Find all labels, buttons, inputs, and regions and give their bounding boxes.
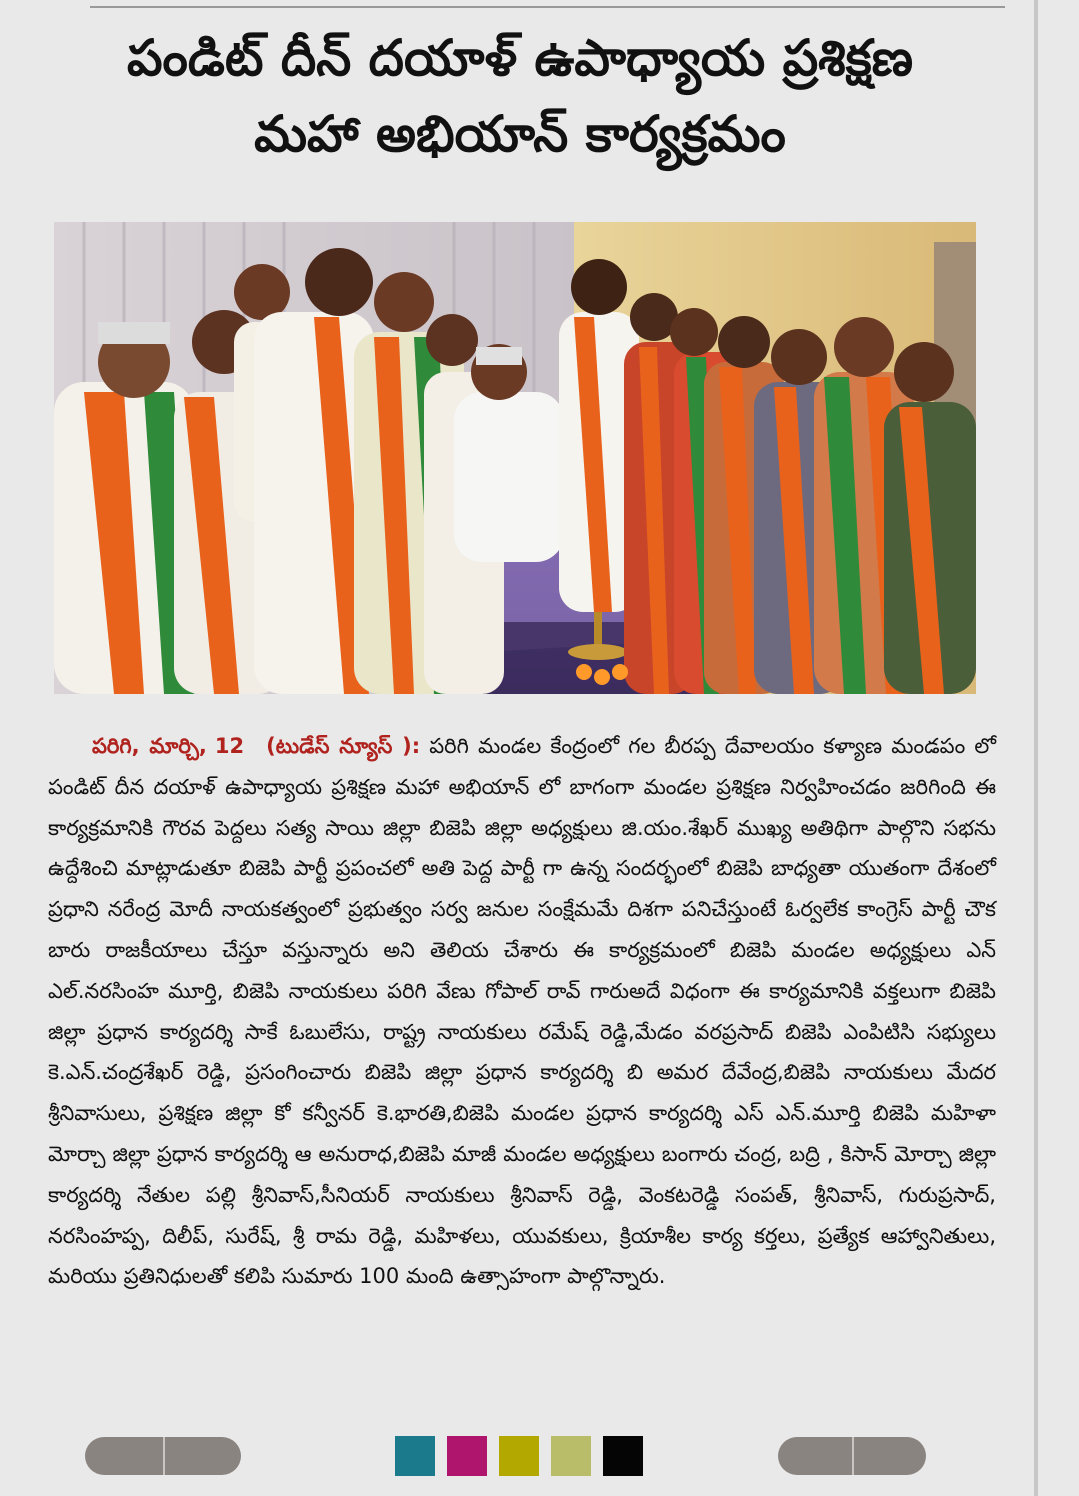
swatch-black bbox=[603, 1436, 643, 1476]
dateline-place: పరిగి, మార్చి, bbox=[92, 734, 207, 758]
registration-pill-left bbox=[85, 1437, 241, 1475]
article-body bbox=[48, 726, 996, 1297]
dateline-day: 12 bbox=[214, 734, 245, 758]
headline-line-1: పండిట్ దీన్ దయాళ్ ఉపాధ్యాయ ప్రశిక్షణ bbox=[126, 29, 914, 87]
top-rule bbox=[90, 6, 1005, 8]
registration-pill-right bbox=[778, 1437, 926, 1475]
swatch-olive bbox=[551, 1436, 591, 1476]
headline-line-2: మహా అభియాన్ కార్యక్రమం bbox=[254, 105, 786, 163]
swatch-cyan bbox=[395, 1436, 435, 1476]
dateline bbox=[48, 734, 420, 758]
color-registration-swatches bbox=[395, 1436, 643, 1476]
headline bbox=[20, 20, 1020, 172]
group-photo-icon bbox=[54, 222, 976, 694]
dateline-source: (టుడేస్ న్యూస్ ): bbox=[266, 734, 421, 758]
event-photo bbox=[54, 222, 976, 694]
swatch-magenta bbox=[447, 1436, 487, 1476]
swatch-yellow bbox=[499, 1436, 539, 1476]
article-text: పరిగి మండల కేంద్రంలో గల బీరప్ప దేవాలయం కళ్యాణ మండపం లో పండిట్ దీన దయాళ్ ఉపాధ్యాయ ప్రశిక్షణ మహా అభియాన్ లో బాగంగా మండల ప్రశిక్షణ నిర్వహించడం జరిగింది ఈ కార్యక్రమానికి గౌరవ పెద్దలు సత్య సాయి జిల్లా బిజెపి జిల్లా అధ్యక్షులు జి.యం.శేఖర్ ముఖ్య అతిథిగా పాల్గొని సభను ఉద్దేశించి మాట్లాడుతూ బిజెపి పార్టీ ప్రపంచలో అతి పెద్ద పార్టీ గా ఉన్న సందర్భంలో బిజెపి బాధ్యతా యుతంగా దేశంలో ప్రధాని నరేంద్ర మోదీ నాయకత్వంలో ప్రభుత్వం సర్వ జనుల సంక్షేమమే దిశగా పనిచేస్తుంటే ఓర్వలేక కాంగ్రెస్ పార్టీ చౌక బారు రాజకీయాలు చేస్తూ వస్తున్నారు అని తెలియ చేశారు ఈ కార్యక్రమంలో బిజెపి మండల అధ్యక్షులు ఎన్ ఎల్.నరసింహ మూర్తి, బిజెపి నాయకులు పరిగి వేణు గోపాల్ రావ్ గారుఅదే విధంగా ఈ కార్యమానికి వక్తలుగా బిజెపి జిల్లా ప్రధాన కార్యదర్శి సాకే ఓబులేసు, రాష్ట్ర నాయకులు రమేష్ రెడ్డి,మేడం వరప్రసాద్ బిజెపి ఎంపిటిసి సభ్యులు కె.ఎన్.చంద్రశేఖర్ రెడ్డి, ప్రసంగించారు బిజెపి జిల్లా ప్రధాన కార్యదర్శి బి అమర దేవేంద్ర,బిజెపి నాయకులు మేదర శ్రీనివాసులు, ప్రశిక్షణ జిల్లా కో కన్వీనర్ కె.భారతి,బిజెపి మండల ప్రధాన కార్యదర్శి ఎస్ ఎన్.మూర్తి బిజెపి మహిళా మోర్చా జిల్లా ప్రధాన కార్యదర్శి ఆ అనురాధ,బిజెపి మాజీ మండల అధ్యక్షులు బంగారు చంద్ర, బద్రి , కిసాన్ మోర్చా జిల్లా కార్యదర్శి నేతుల పల్లి శ్రీనివాస్,సీనియర్ నాయకులు శ్రీనివాస్ రెడ్డి, వెంకటరెడ్డి సంపత్, శ్రీనివాస్, గురుప్రసాద్, నరసింహప్ప, దిలీప్, సురేష్, శ్రీ రామ రెడ్డి, మహిళలు, యువకులు, క్రియాశీల కార్య కర్తలు, ప్రత్యేక ఆహ్వానితులు, మరియు ప్రతినిధులతో కలిపి సుమారు 100 మంది ఉత్సాహంగా పాల్గొన్నారు. bbox=[48, 734, 996, 1289]
column-divider bbox=[1034, 0, 1038, 1496]
